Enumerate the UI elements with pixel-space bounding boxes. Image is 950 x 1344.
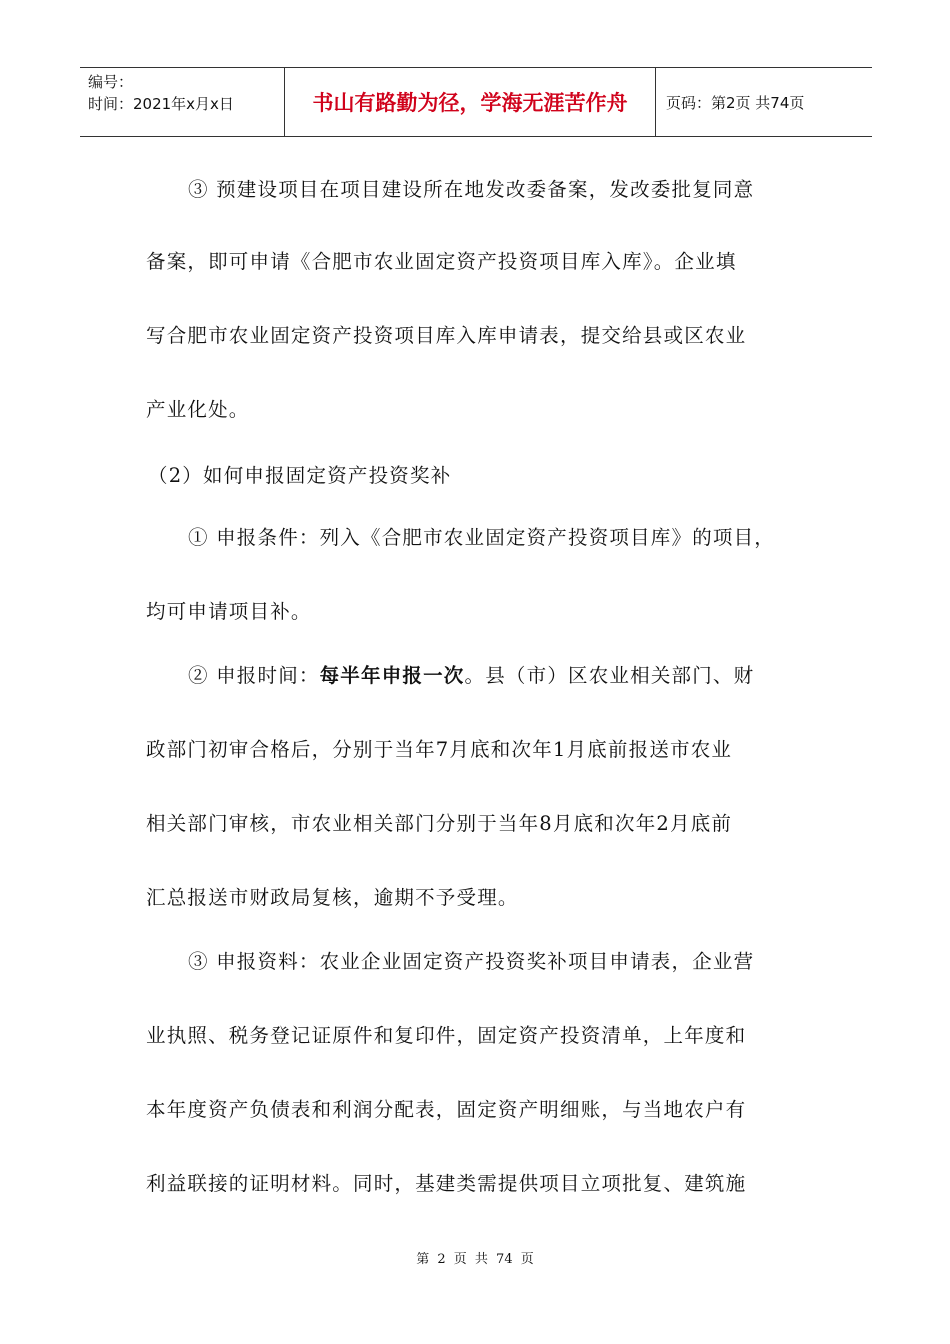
paragraph-line: 政部门初审合格后，分别于当年7月底和次年1月底前报送市农业	[146, 738, 733, 761]
paragraph-line: 相关部门审核，市农业相关部门分别于当年8月底和次年2月底前	[146, 812, 733, 835]
header-page-info: 页码：第2页 共74页	[666, 93, 805, 112]
paragraph-line: 本年度资产负债表和利润分配表，固定资产明细账，与当地农户有	[146, 1098, 747, 1121]
paragraph-line: ③ 申报资料：农业企业固定资产投资奖补项目申请表，企业营	[188, 950, 755, 973]
paragraph-line: 均可申请项目补。	[146, 600, 312, 623]
paragraph-line: 利益联接的证明材料。同时，基建类需提供项目立项批复、建筑施	[146, 1172, 747, 1195]
emphasis-text: 每半年申报一次	[319, 664, 465, 687]
paragraph-line: 产业化处。	[146, 398, 250, 421]
document-number-label: 编号：	[88, 73, 134, 91]
document-time: 时间：2021年x月x日	[88, 95, 234, 113]
paragraph-line: ① 申报条件：列入《合肥市农业固定资产投资项目库》的项目，	[188, 526, 775, 549]
paragraph-text: 。县（市）区农业相关部门、财	[464, 664, 755, 687]
paragraph-line: 备案，即可申请《合肥市农业固定资产投资项目库入库》。企业填	[146, 250, 737, 273]
paragraph-line: 汇总报送市财政局复核，逾期不予受理。	[146, 886, 519, 909]
paragraph-line: 业执照、税务登记证原件和复印件，固定资产投资清单，上年度和	[146, 1024, 747, 1047]
header-meta	[80, 68, 284, 136]
section-heading: （2）如何申报固定资产投资奖补	[148, 464, 452, 487]
page-footer: 第 2 页 共 74 页	[416, 1252, 534, 1267]
paragraph-line: ③ 预建设项目在项目建设所在地发改委备案，发改委批复同意	[188, 178, 755, 201]
page-header	[80, 67, 872, 137]
label-text: ② 申报时间：	[188, 664, 320, 687]
paragraph-line	[188, 660, 754, 688]
paragraph-line: 写合肥市农业固定资产投资项目库入库申请表，提交给县或区农业	[146, 324, 747, 347]
header-motto: 书山有路勤为径，学海无涯苦作舟	[284, 68, 656, 136]
